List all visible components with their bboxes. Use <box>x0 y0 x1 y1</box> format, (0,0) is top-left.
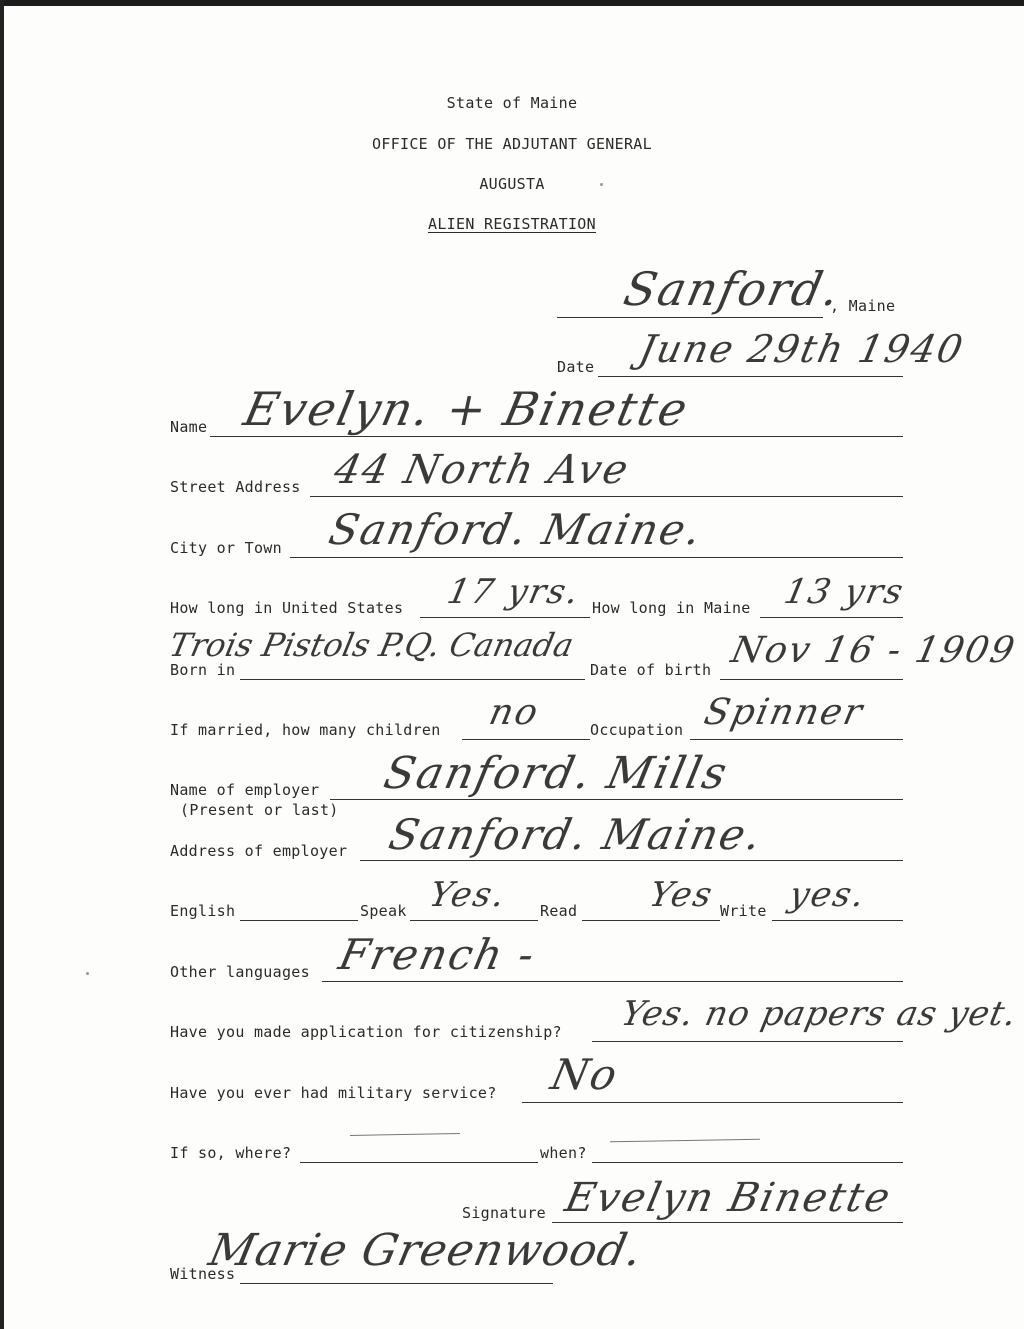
town-handwritten: Sanford. <box>619 262 847 316</box>
speak-line <box>410 920 538 921</box>
write-line <box>772 920 903 921</box>
write-label: Write <box>720 902 767 920</box>
born-in-line <box>240 679 585 680</box>
employer-line <box>330 799 903 800</box>
dob-handwritten: Nov 16 - 1909 <box>727 630 1020 671</box>
street-handwritten: 44 North Ave <box>330 447 634 493</box>
scan-speck <box>86 972 89 975</box>
witness-handwritten: Marie Greenwood. <box>204 1225 648 1276</box>
dob-line <box>720 679 903 680</box>
citizenship-handwritten: Yes. no papers as yet. <box>617 994 1021 1034</box>
employer-address-label: Address of employer <box>170 842 348 860</box>
street-label: Street Address <box>170 478 301 496</box>
when-dash-mark <box>610 1139 760 1143</box>
where-dash-mark <box>350 1133 460 1136</box>
how-long-us-handwritten: 17 yrs. <box>443 572 585 612</box>
city-handwritten: Sanford. Maine. <box>324 505 708 554</box>
occupation-handwritten: Spinner <box>700 692 868 733</box>
street-line <box>310 496 903 497</box>
how-long-us-line <box>420 617 590 618</box>
employer-sub-label: (Present or last) <box>180 801 339 819</box>
how-long-us-label: How long in United States <box>170 599 404 617</box>
witness-line <box>240 1283 553 1284</box>
date-handwritten: June 29th 1940 <box>635 327 969 371</box>
scan-left-edge <box>0 0 4 1329</box>
dob-label: Date of birth <box>590 661 712 679</box>
when-line <box>592 1162 903 1163</box>
header-city: AUGUSTA <box>479 175 545 193</box>
employer-label: Name of employer <box>170 781 320 799</box>
occupation-label: Occupation <box>590 721 684 739</box>
header-office: OFFICE OF THE ADJUTANT GENERAL <box>372 135 652 153</box>
other-languages-handwritten: French - <box>334 930 541 979</box>
employer-address-line <box>360 860 903 861</box>
citizenship-label: Have you made application for citizenship? <box>170 1023 562 1041</box>
military-label: Have you ever had military service? <box>170 1084 497 1102</box>
header-state: State of Maine <box>446 94 578 112</box>
witness-label: Witness <box>170 1265 236 1283</box>
english-label: English <box>170 902 236 920</box>
scan-top-edge <box>0 0 1024 6</box>
occupation-line <box>690 739 903 740</box>
children-handwritten: no <box>485 692 544 733</box>
employer-address-handwritten: Sanford. Maine. <box>384 810 768 859</box>
city-label: City or Town <box>170 539 282 557</box>
married-line <box>462 739 590 740</box>
signature-label: Signature <box>462 1204 546 1222</box>
read-label: Read <box>540 902 578 920</box>
how-long-maine-label: How long in Maine <box>592 599 751 617</box>
military-handwritten: No <box>546 1050 624 1099</box>
how-long-maine-line <box>760 617 903 618</box>
other-languages-label: Other languages <box>170 963 310 981</box>
when-label: when? <box>540 1144 587 1162</box>
if-so-where-label: If so, where? <box>170 1144 292 1162</box>
maine-label: , Maine <box>830 297 896 315</box>
city-line <box>290 557 903 558</box>
write-handwritten: yes. <box>785 875 870 915</box>
name-label: Name <box>170 418 208 436</box>
speak-handwritten: Yes. <box>425 875 511 915</box>
name-line <box>210 436 903 437</box>
signature-line <box>552 1222 903 1223</box>
born-in-handwritten: Trois Pistols P.Q. Canada <box>165 626 577 664</box>
employer-handwritten: Sanford. Mills <box>379 748 733 799</box>
married-label: If married, how many children <box>170 721 441 739</box>
form-title: ALIEN REGISTRATION <box>428 215 596 233</box>
read-line <box>582 920 720 921</box>
date-line <box>598 376 903 377</box>
born-in-label: Born in <box>170 661 236 679</box>
citizenship-line <box>592 1041 903 1042</box>
military-line <box>522 1102 903 1103</box>
english-line <box>240 920 358 921</box>
signature-handwritten: Evelyn Binette <box>561 1175 896 1221</box>
date-label: Date <box>557 358 595 376</box>
town-line <box>557 317 823 318</box>
speak-label: Speak <box>360 902 407 920</box>
read-handwritten: Yes <box>645 875 718 915</box>
how-long-maine-handwritten: 13 yrs <box>780 572 909 612</box>
name-handwritten: Evelyn. + Binette <box>239 382 694 436</box>
where-line <box>300 1162 538 1163</box>
other-languages-line <box>322 981 903 982</box>
